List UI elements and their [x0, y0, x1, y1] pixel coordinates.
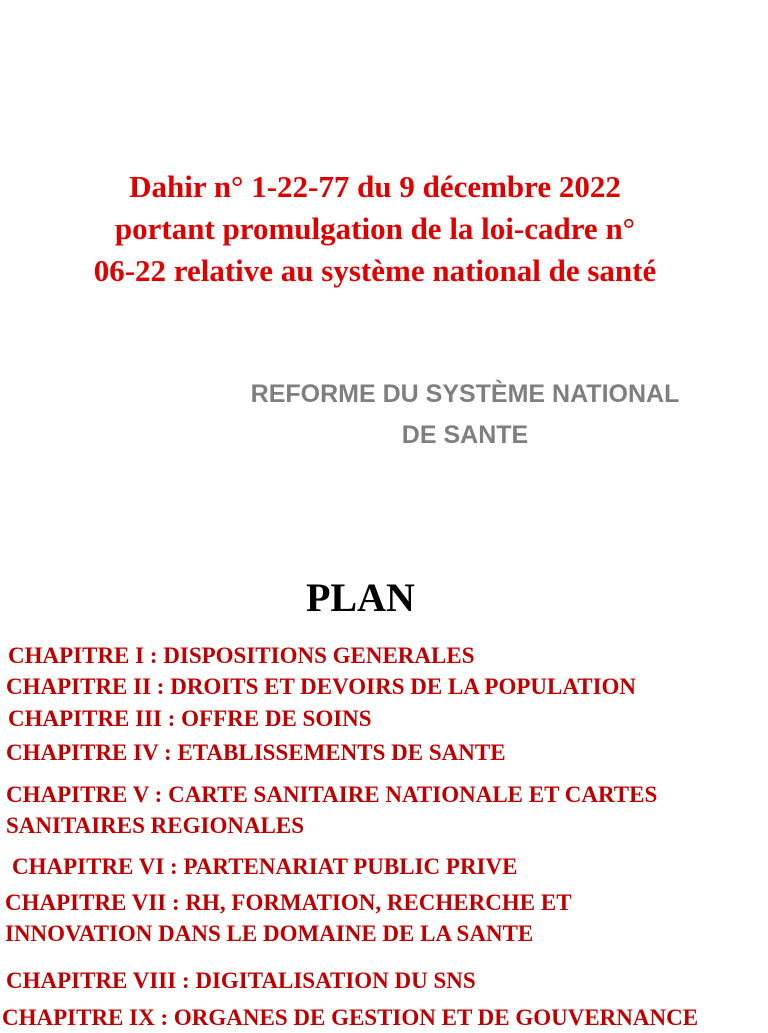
title-line-1: Dahir n° 1-22-77 du 9 décembre 2022	[129, 169, 621, 204]
chapter-label-continuation: SANITAIRES REGIONALES	[6, 813, 305, 838]
title-line-3: 06-22 relative au système national de santé	[93, 253, 657, 288]
chapter-item	[6, 965, 476, 996]
chapter-label: CHAPITRE VII : RH, FORMATION, RECHERCHE ET	[5, 890, 572, 915]
chapter-label: CHAPITRE II : DROITS ET DEVOIRS DE LA POPULATION	[6, 674, 637, 699]
chapter-label: CHAPITRE IX : ORGANES DE GESTION ET DE GOUVERNANCE	[2, 1005, 699, 1030]
subtitle-line-1: REFORME DU SYSTÈME NATIONAL	[250, 380, 680, 408]
chapter-label: CHAPITRE VI : PARTENARIAT PUBLIC PRIVE	[12, 854, 518, 879]
chapter-label: CHAPITRE IV : ETABLISSEMENTS DE SANTE	[6, 740, 506, 765]
document-title	[0, 166, 750, 292]
chapter-label: CHAPITRE I : DISPOSITIONS GENERALES	[8, 643, 475, 668]
document-subtitle	[212, 374, 718, 456]
plan-heading: PLAN	[306, 575, 415, 620]
chapter-item	[6, 779, 657, 841]
chapter-item	[8, 640, 475, 671]
title-line-2: portant promulgation de la loi-cadre n°	[114, 211, 636, 246]
chapter-item	[8, 703, 372, 734]
chapter-label-continuation: INNOVATION DANS LE DOMAINE DE LA SANTE	[5, 921, 534, 946]
chapter-label: CHAPITRE III : OFFRE DE SOINS	[8, 706, 372, 731]
chapter-item	[2, 1002, 698, 1033]
chapter-label: CHAPITRE V : CARTE SANITAIRE NATIONALE ET CARTES	[6, 782, 658, 807]
chapter-item	[12, 851, 517, 882]
chapter-item	[6, 737, 506, 768]
chapter-label: CHAPITRE VIII : DIGITALISATION DU SNS	[6, 968, 476, 993]
subtitle-line-2: DE SANTE	[401, 421, 529, 449]
chapter-item	[5, 887, 572, 949]
chapter-item	[6, 671, 636, 702]
